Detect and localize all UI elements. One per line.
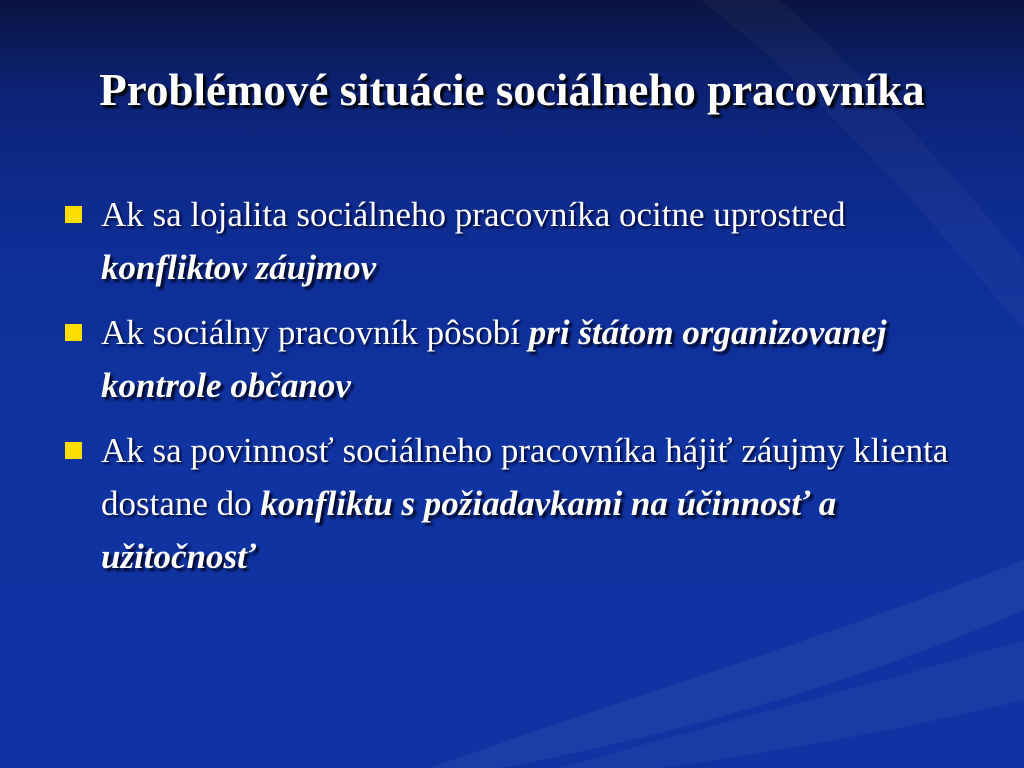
bullet-square-icon [65,324,82,341]
bullet-emphasis: pri štátom organizovanej kontrole občanov [101,313,887,405]
bullet-item [62,306,962,412]
bullet-text: Ak sociálny pracovník pôsobí [101,313,529,352]
bullet-emphasis: konfliktu s požiadavkami na účinnosť a užitočnosť [101,484,837,576]
bullet-list [62,188,962,595]
bullet-text: Ak sa lojalita sociálneho pracovníka ocitne uprostred [101,195,846,234]
bullet-square-icon [65,206,82,223]
bullet-item [62,188,962,294]
bullet-square-icon [65,442,82,459]
bullet-text: Ak sa povinnosť sociálneho pracovníka hájiť záujmy klienta dostane do [101,431,949,523]
bullet-item [62,424,962,583]
slide-title: Problémové situácie sociálneho pracovníka [99,65,925,116]
bullet-emphasis: konfliktov záujmov [101,248,377,287]
